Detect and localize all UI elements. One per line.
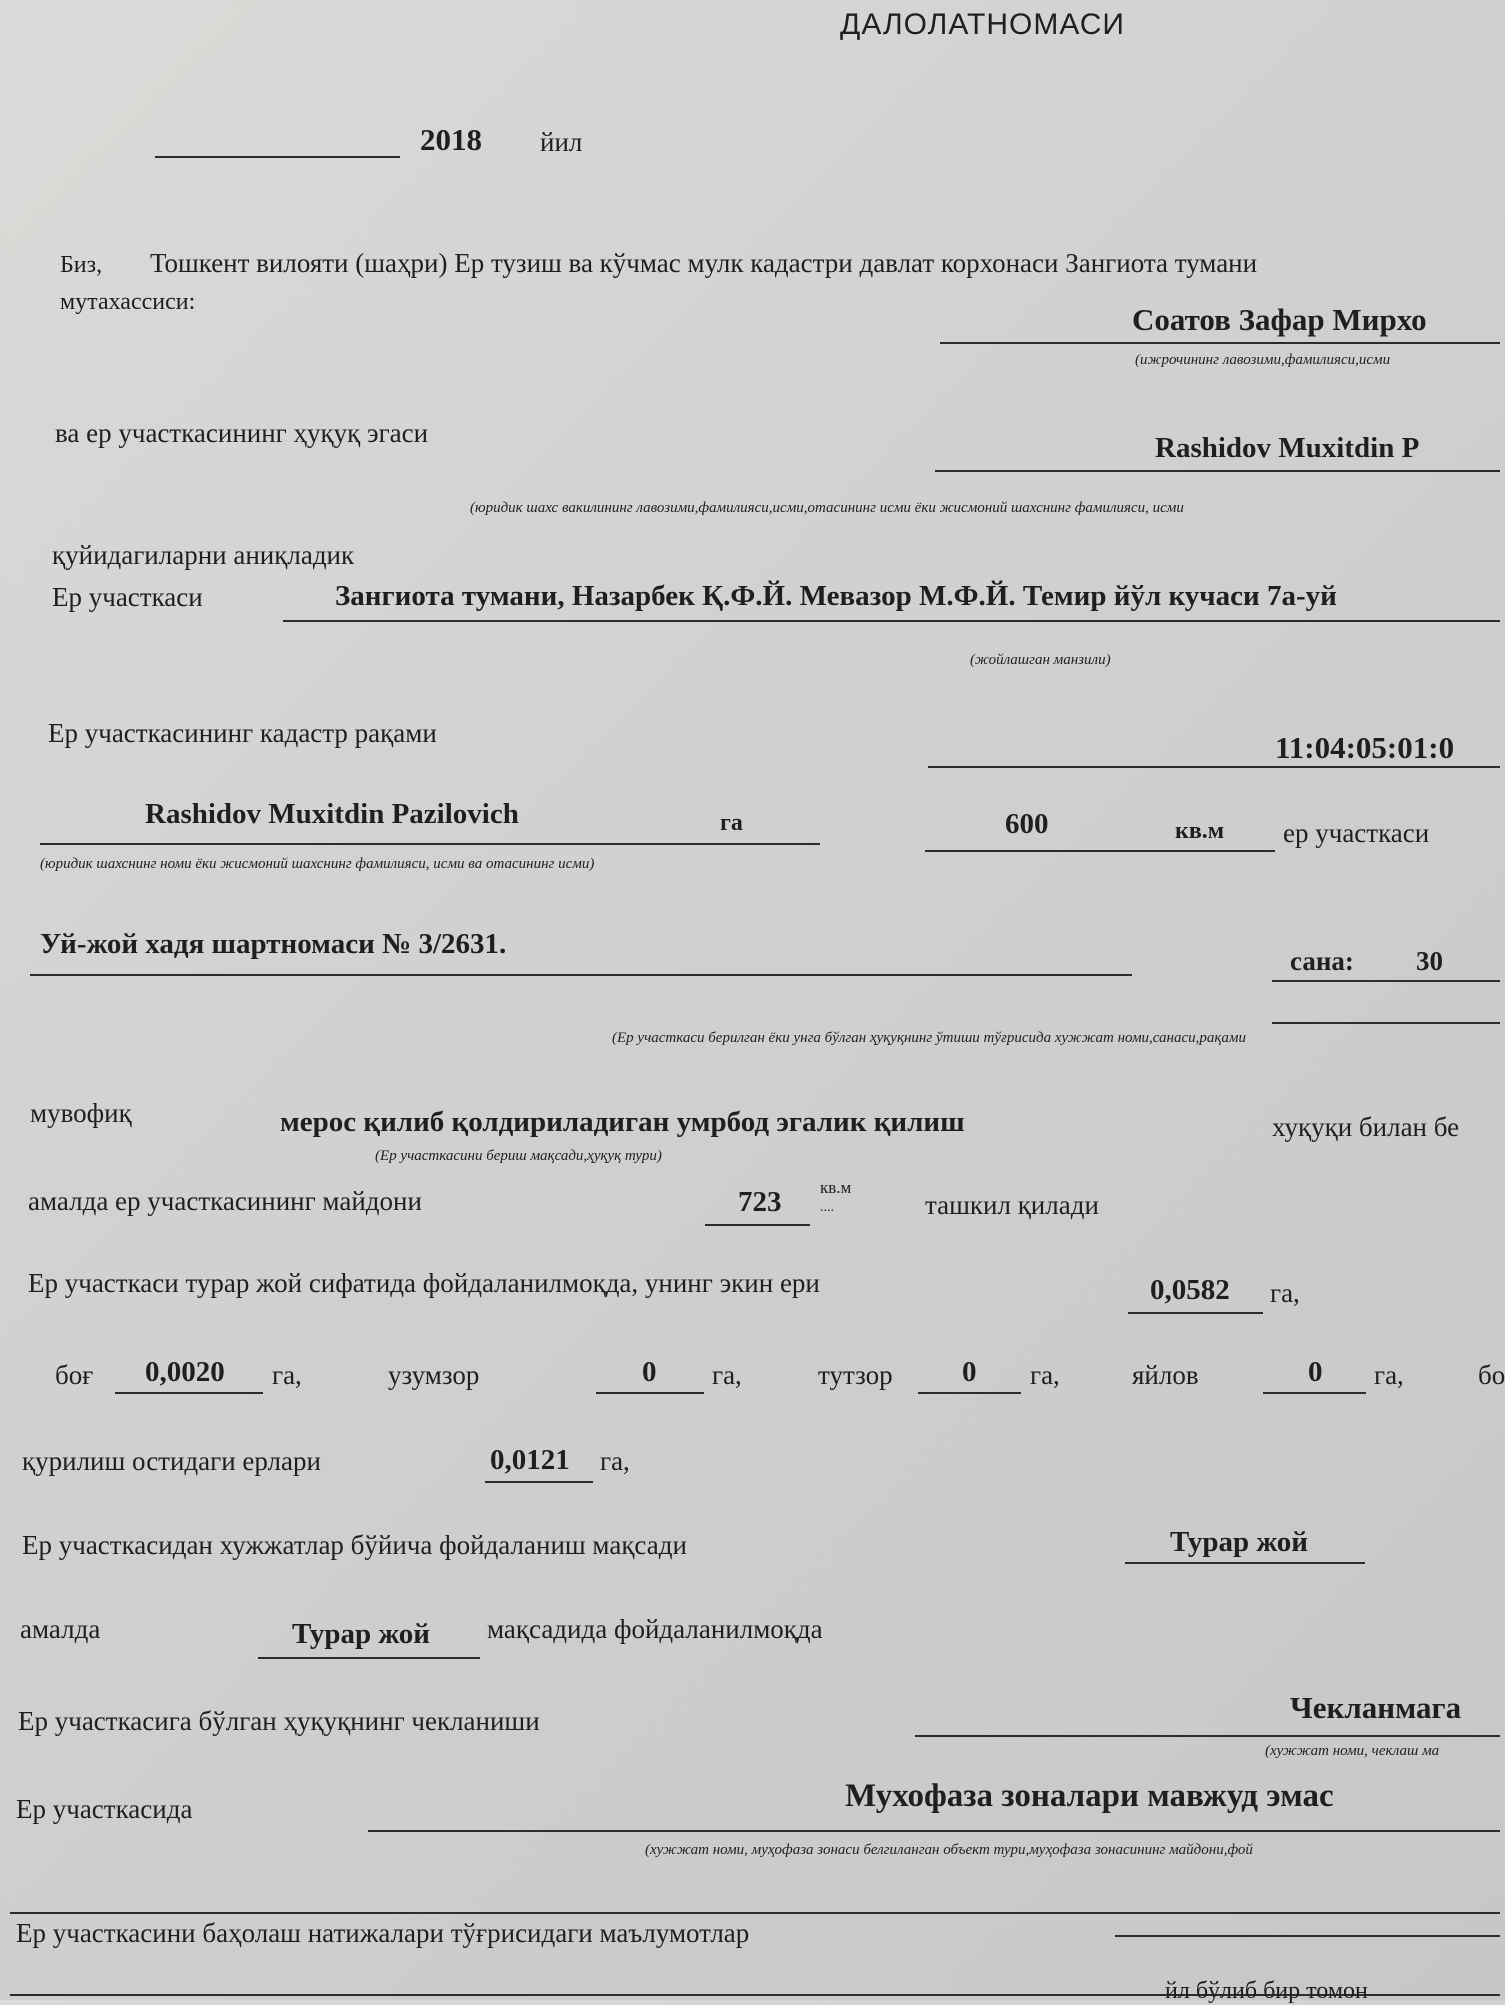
doc-purpose-label: Ер участкасидан хужжатлар бўйича фойдаланиш мақсади [22,1530,687,1560]
building-label: қурилиш остидаги ерлари [22,1446,321,1476]
allocation-name: Rashidov Muxitdin Pazilovich [145,798,519,830]
specialist-caption: (ижрочининг лавозими,фамилияси,исми [1135,352,1391,368]
vineyard-unit: га, [712,1360,742,1390]
mulberry-value: 0 [962,1356,977,1388]
mulberry-unit: га, [1030,1360,1060,1390]
contract-caption: (Ер участкаси берилган ёки унга бўлган ҳуқуқнинг ўтиши тўғрисида хужжат номи,санаси,рақами [612,1030,1246,1046]
garden-line [115,1392,263,1394]
building-value: 0,0121 [490,1444,570,1476]
allocation-area-line [925,850,1275,852]
actual-use-suffix: мақсадида фойдаланилмоқда [487,1614,823,1644]
cadastre-number: 11:04:05:01:0 [1275,730,1455,765]
allocation-suffix: ер участкаси [1283,818,1430,848]
owner-caption: (юридик шахс вакилининг лавозими,фамилияси,исми,отасининг исми ёки жисмоний шахснинг фамилияси, исми [470,500,1184,516]
protection-caption: (хужжат номи, муҳофаза зонаси белгиланган объект тури,муҳофаза зонасининг майдони,фой [645,1842,1253,1858]
arable-value: 0,0582 [1150,1274,1230,1306]
protection-value: Мухофаза зоналари мавжуд эмас [845,1778,1334,1814]
restriction-label: Ер участкасига бўлган ҳуқуқнинг чекланиши [18,1706,540,1736]
year-word: йил [540,127,583,157]
contract-text: Уй-жой хадя шартномаси № 3/2631. [40,928,507,960]
vineyard-label: узумзор [388,1360,480,1390]
actual-area-unit: кв.м [820,1178,852,1197]
cadastre-line [928,766,1500,768]
protection-label: Ер участкасида [16,1794,193,1824]
actual-use-value: Турар жой [292,1618,430,1650]
specialist-name-line [940,342,1500,344]
document-title: ДАЛОЛАТНОМАСИ [840,8,1125,41]
arable-unit: га, [1270,1278,1300,1308]
plot-caption: (жойлашган манзили) [970,652,1111,668]
building-unit: га, [600,1446,630,1476]
actual-area-label: амалда ер участкасининг майдони [28,1186,422,1216]
arable-line [1128,1312,1263,1314]
intro-text: Тошкент вилояти (шаҳри) Ер тузиш ва кўчмас мулк кадастри давлат корхонаси Зангиота тумани [150,248,1258,278]
allocation-unit: кв.м [1175,818,1225,844]
intro-biz: Биз, [60,252,103,278]
actual-area-suffix: ташкил қилади [925,1190,1099,1220]
restriction-line [915,1735,1500,1737]
pasture-line [1263,1392,1366,1394]
contract-date-label: сана: [1290,946,1354,976]
land-types-cut-text: бо [1478,1360,1505,1390]
cadastre-label: Ер участкасининг кадастр рақами [48,718,437,748]
actual-area-line [705,1224,810,1226]
year-value: 2018 [420,122,482,157]
doc-purpose-value: Турар жой [1170,1526,1308,1558]
doc-purpose-line [1125,1562,1365,1564]
building-line [485,1481,593,1483]
contract-date-line-2 [1272,1022,1500,1024]
specialist-name: Соатов Зафар Мирхо [1132,302,1427,337]
garden-unit: га, [272,1360,302,1390]
owner-name: Rashidov Muxitdin P [1155,432,1420,464]
actual-use-label: амалда [20,1614,101,1644]
purpose-label: мувофиқ [30,1098,132,1128]
purpose-suffix: хуқуқи билан бе [1272,1112,1460,1142]
restriction-value: Чекланмага [1290,1690,1462,1725]
pasture-value: 0 [1308,1356,1323,1388]
garden-value: 0,0020 [145,1356,225,1388]
footer-cut-text: йл бўлиб бир томон [1165,1978,1368,2004]
actual-use-line [258,1657,480,1659]
contract-date-line [1272,980,1500,982]
allocation-ga: га [720,810,743,836]
restriction-caption: (хужжат номи, чеклаш ма [1265,1743,1440,1759]
allocation-caption: (юридик шахснинг номи ёки жисмоний шахснинг фамилияси, исми ва отасининг исми) [40,856,595,872]
valuation-label: Ер участкасини баҳолаш натижалари тўғрисидаги маълумотлар [16,1918,750,1948]
contract-line [30,974,1132,976]
valuation-line [1115,1935,1500,1937]
protection-line [368,1830,1500,1832]
contract-date-value: 30 [1416,946,1443,976]
allocation-name-line [40,843,820,845]
garden-label: боғ [55,1360,94,1390]
mulberry-line [918,1392,1021,1394]
found-text: қуйидагиларни аниқладик [52,540,355,570]
pasture-label: яйлов [1132,1360,1199,1390]
purpose-value: мерос қилиб қолдириладиган умрбод эгалик қилиш [280,1106,965,1138]
vineyard-line [596,1392,704,1394]
purpose-caption: (Ер участкасини бериш мақсади,ҳуқуқ тури) [375,1148,662,1164]
plot-address-line [283,620,1500,622]
usage-text: Ер участкаси турар жой сифатида фойдаланилмоқда, унинг экин ери [28,1268,820,1298]
actual-area-unit-dots: .... [820,1200,834,1215]
date-blank-line [155,156,400,158]
intro-specialist: мутахассиси: [60,289,196,315]
plot-address: Зангиота тумани, Назарбек Қ.Ф.Й. Мевазор М.Ф.Й. Темир йўл кучаси 7а-уй [335,580,1337,612]
allocation-area: 600 [1005,808,1049,840]
mulberry-label: тутзор [818,1360,893,1390]
vineyard-value: 0 [642,1356,657,1388]
pasture-unit: га, [1374,1360,1404,1390]
owner-label: ва ер участкасининг ҳуқуқ эгаси [55,418,429,448]
owner-name-line [935,470,1500,472]
separator-line [10,1912,1500,1914]
plot-label: Ер участкаси [52,582,203,612]
actual-area-value: 723 [738,1186,782,1218]
